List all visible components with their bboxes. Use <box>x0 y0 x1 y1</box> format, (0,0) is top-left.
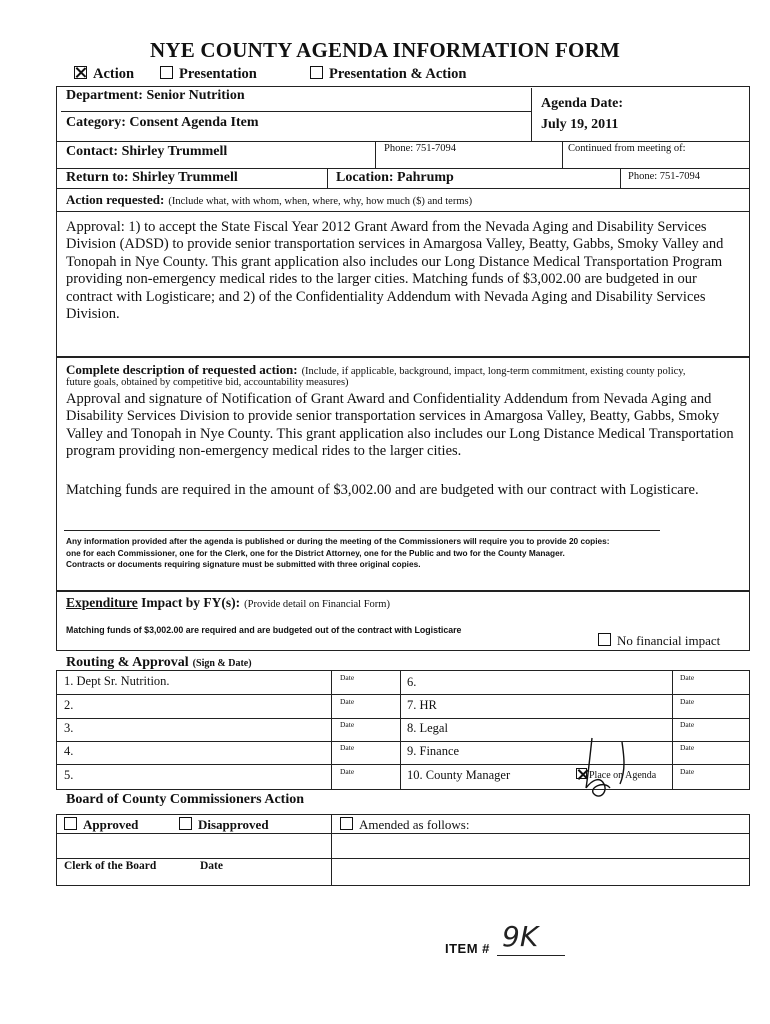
category-field: Category: Consent Agenda Item <box>66 115 259 130</box>
option-presentation-label: Presentation <box>179 66 257 82</box>
divider <box>375 141 376 168</box>
date-label: Date <box>340 743 355 752</box>
notice-line: Contracts or documents requiring signature must be submitted with three original copies. <box>66 559 421 569</box>
routing-label: Routing & Approval <box>66 655 189 670</box>
board-action-title: Board of County Commissioners Action <box>66 792 305 807</box>
routing-row-6: 6. <box>407 675 417 689</box>
divider <box>562 141 563 168</box>
department-field: Department: Senior Nutrition <box>66 88 245 103</box>
expenditure-header <box>66 594 390 612</box>
routing-header <box>66 653 252 671</box>
routing-row-7: 7. HR <box>407 698 437 712</box>
complete-description-label: Complete description of requested action: <box>66 362 298 377</box>
date-label: Date <box>340 720 355 729</box>
contact-field: Contact: Shirley Trummell <box>66 144 228 159</box>
contact-phone: Phone: 751-7094 <box>384 143 457 154</box>
expenditure-note: (Provide detail on Financial Form) <box>244 599 390 610</box>
divider <box>56 188 750 189</box>
option-presentation-action[interactable] <box>310 66 466 83</box>
divider <box>672 670 673 790</box>
routing-note: (Sign & Date) <box>192 658 252 669</box>
complete-description-note: (Include, if applicable, background, impact, long-term commitment, existing county policy, <box>301 366 686 377</box>
divider <box>56 833 750 834</box>
return-to-field: Return to: Shirley Trummell <box>66 170 238 185</box>
divider <box>61 111 531 112</box>
return-phone: Phone: 751-7094 <box>628 171 701 182</box>
disapproved-option[interactable] <box>179 817 269 833</box>
divider <box>56 858 750 859</box>
approved-option[interactable] <box>64 817 138 833</box>
signature <box>570 736 650 806</box>
divider <box>331 814 332 886</box>
no-financial-impact-label: No financial impact <box>617 633 721 648</box>
form-title: NYE COUNTY AGENDA INFORMATION FORM <box>150 38 620 62</box>
item-number-line <box>497 955 565 956</box>
disapproved-label: Disapproved <box>198 817 269 832</box>
divider <box>531 88 532 142</box>
routing-row-4: 4. <box>64 744 74 758</box>
routing-row-9: 9. Finance <box>407 744 460 758</box>
date-label: Date <box>680 743 695 752</box>
date-label: Date <box>680 767 695 776</box>
clerk-label: Clerk of the Board <box>64 860 157 872</box>
date-label: Date <box>680 720 695 729</box>
item-number-label: ITEM # <box>445 941 490 956</box>
divider <box>56 694 750 695</box>
item-number-handwritten: 9K <box>502 920 539 953</box>
divider <box>331 670 332 790</box>
date-label: Date <box>340 697 355 706</box>
option-action[interactable] <box>74 66 134 83</box>
divider <box>620 168 621 188</box>
routing-row-2: 2. <box>64 698 74 712</box>
divider <box>327 168 328 188</box>
date-label: Date <box>680 673 695 682</box>
complete-description-note2: future goals, obtained by competitive bid, accountability measures) <box>66 377 349 388</box>
copies-notice <box>66 536 610 571</box>
notice-line: one for each Commissioner, one for the Clerk, one for the District Attorney, one for the Public and two for the County Manager. <box>66 547 565 558</box>
checkbox-icon[interactable] <box>310 66 323 79</box>
date-label: Date <box>340 767 355 776</box>
matching-funds-text: Matching funds are required in the amount of $3,002.00 and are budgeted with our contract with Logisticare. <box>66 482 699 498</box>
checkbox-icon[interactable] <box>64 817 77 830</box>
routing-row-5: 5. <box>64 768 74 782</box>
option-presentation[interactable] <box>160 66 257 83</box>
complete-description-text: Approval and signature of Notification of Grant Award and Confidentiality Addendum from Nevada Aging and Disability Services Division to provide senior transportation services in Amargosa Valley, Beatty, Gabbs, Smoky Valley and Tonopah in Nye County. This grant application also includes our Long Distance Medical Transportation program providing non-emergency medical rides to the larger cities. <box>66 391 734 460</box>
option-action-label: Action <box>93 66 135 82</box>
checkbox-icon[interactable] <box>340 817 353 830</box>
place-on-agenda-label: Place on Agenda <box>589 770 657 781</box>
agenda-date-value: July 19, 2011 <box>541 117 619 132</box>
routing-row-8: 8. Legal <box>407 721 448 735</box>
amended-option[interactable] <box>340 817 469 833</box>
date-label: Date <box>680 697 695 706</box>
location-field: Location: Pahrump <box>336 170 454 185</box>
checked-checkbox-icon[interactable] <box>74 66 87 79</box>
expenditure-label-rest: Impact by FY(s): <box>137 595 241 610</box>
routing-row-1: 1. Dept Sr. Nutrition. <box>64 674 170 688</box>
checkbox-icon[interactable] <box>598 633 611 646</box>
routing-row-10: 10. County Manager <box>407 768 511 782</box>
approved-label: Approved <box>83 817 139 832</box>
divider <box>64 530 660 531</box>
agenda-date-label: Agenda Date: <box>541 96 624 111</box>
continued-from: Continued from meeting of: <box>568 143 686 154</box>
clerk-date-label: Date <box>200 860 223 872</box>
no-financial-impact[interactable] <box>598 633 720 649</box>
action-requested-text: Approval: 1) to accept the State Fiscal Year 2012 Grant Award from the Nevada Aging and Disability Services Division (ADSD) to provide senior transportation services in Amargosa Valley, Beatty, Gabbs, Smoky Valley and Tonopah in Nye County. This grant application also includes our Long Distance Medical Transportation Program providing non-emergency medical rides to the larger cities. Matching funds of $3,002.00 are budgeted in our contract with Logisticare; and 2) of the Confidentiality Addendum with Nevada Aging and Disability Services Division. <box>66 219 724 323</box>
matching-funds-note: Matching funds of $3,002.00 are required and are budgeted out of the contract with Logisticare <box>66 625 462 635</box>
divider <box>56 718 750 719</box>
option-presentation-action-label: Presentation & Action <box>329 66 467 82</box>
action-requested-note: (Include what, with whom, when, where, why, how much ($) and terms) <box>168 196 473 207</box>
notice-line: Any information provided after the agenda is published or during the meeting of the Commissioners will require you to provide 20 copies: <box>66 536 610 546</box>
expenditure-label: Expenditure <box>66 595 138 610</box>
action-requested-label: Action requested: <box>66 192 165 207</box>
date-label: Date <box>340 673 355 682</box>
routing-row-3: 3. <box>64 721 74 735</box>
amended-label: Amended as follows: <box>359 817 470 832</box>
checkbox-icon[interactable] <box>179 817 192 830</box>
checkbox-icon[interactable] <box>160 66 173 79</box>
divider <box>400 670 401 790</box>
